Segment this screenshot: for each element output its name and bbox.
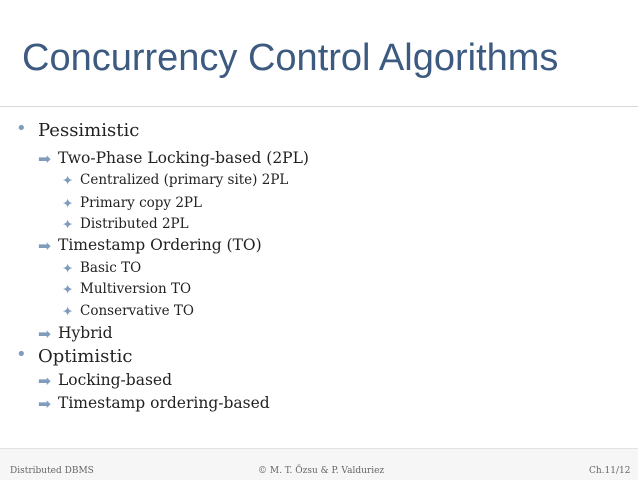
star-icon: ✦ xyxy=(62,173,74,189)
list-item-level3: Distributed 2PL xyxy=(80,216,189,232)
slide-footer xyxy=(0,448,638,480)
list-item-level3: Centralized (primary site) 2PL xyxy=(80,172,289,188)
list-item-level2: Locking-based xyxy=(58,371,173,389)
arrow-icon: ➡ xyxy=(38,372,51,390)
bullet-icon: • xyxy=(16,118,27,139)
star-icon: ✦ xyxy=(62,282,74,298)
arrow-icon: ➡ xyxy=(38,237,51,255)
list-item-level3: Conservative TO xyxy=(80,303,194,319)
slide-title: Concurrency Control Algorithms xyxy=(22,37,559,79)
footer-copyright: © M. T. Özsu & P. Valduriez xyxy=(258,466,385,476)
star-icon: ✦ xyxy=(62,196,74,212)
arrow-icon: ➡ xyxy=(38,395,51,413)
star-icon: ✦ xyxy=(62,217,74,233)
list-item-level1: Optimistic xyxy=(38,346,133,367)
title-divider xyxy=(0,106,638,107)
arrow-icon: ➡ xyxy=(38,150,51,168)
footer-page-number: Ch.11/12 xyxy=(589,466,631,476)
list-item-level3: Basic TO xyxy=(80,260,142,276)
list-item-level1: Pessimistic xyxy=(38,120,140,141)
bullet-icon: • xyxy=(16,344,27,365)
list-item-level2: Hybrid xyxy=(58,324,113,342)
list-item-level2: Timestamp ordering-based xyxy=(58,394,270,412)
footer-course-name: Distributed DBMS xyxy=(10,466,94,476)
star-icon: ✦ xyxy=(62,261,74,277)
list-item-level2: Timestamp Ordering (TO) xyxy=(58,236,262,254)
star-icon: ✦ xyxy=(62,304,74,320)
arrow-icon: ➡ xyxy=(38,325,51,343)
list-item-level3: Multiversion TO xyxy=(80,281,192,297)
list-item-level2: Two-Phase Locking-based (2PL) xyxy=(58,149,309,167)
list-item-level3: Primary copy 2PL xyxy=(80,195,202,211)
